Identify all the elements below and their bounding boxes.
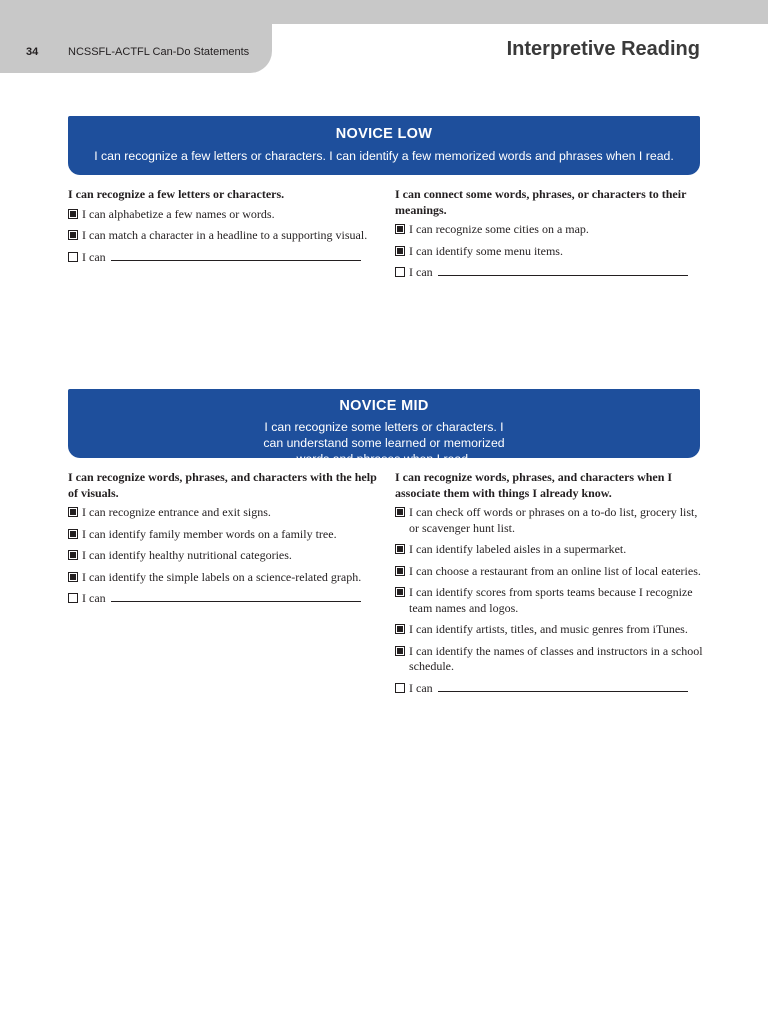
checklist-item-text: I can recognize some cities on a map.	[409, 222, 589, 236]
checklist-item-text: I can identify the names of classes and instructors in a school schedule.	[409, 643, 703, 673]
checklist-item	[68, 250, 370, 266]
checklist-item-text: I can choose a restaurant from an online list of local eateries.	[409, 563, 701, 578]
checklist-item	[68, 591, 378, 607]
checklist-item	[68, 548, 378, 564]
novice-low-banner	[68, 116, 700, 175]
novice-mid-description: I can recognize some letters or characters. I can understand some learned or memorized words and phrases when I read.	[263, 420, 505, 466]
checked-checkbox[interactable]	[68, 550, 78, 560]
checklist-item-text: I can identify the simple labels on a science-related graph.	[82, 569, 362, 584]
novice-low-description: I can recognize a few letters or characters. I can identify a few memorized words and phrases when I read.	[94, 149, 674, 163]
write-in-blank[interactable]	[438, 681, 688, 692]
checked-checkbox[interactable]	[395, 224, 405, 234]
checklist-item-text: I can recognize entrance and exit signs.	[82, 505, 271, 519]
checklist-item	[395, 622, 705, 638]
novice-mid-right-column	[395, 470, 705, 702]
checked-checkbox[interactable]	[68, 529, 78, 539]
checklist-item-text: I can alphabetize a few names or words.	[82, 206, 275, 221]
checklist-item	[395, 564, 705, 580]
write-in-blank[interactable]	[111, 591, 361, 602]
checklist-item-text: I can	[82, 249, 106, 264]
novice-mid-left-column	[68, 470, 378, 613]
novice-low-title: NOVICE LOW	[335, 126, 433, 142]
checked-checkbox[interactable]	[68, 572, 78, 582]
checklist-item-text: I can identify some menu items.	[409, 243, 563, 258]
checked-checkbox[interactable]	[395, 507, 405, 517]
checklist-item-text: I can identify labeled aisles in a supermarket.	[409, 542, 627, 556]
checked-checkbox[interactable]	[395, 544, 405, 554]
checked-checkbox[interactable]	[68, 507, 78, 517]
write-in-blank[interactable]	[111, 250, 361, 261]
novice-mid-banner	[68, 389, 700, 466]
checklist-item	[395, 265, 697, 281]
page-number: 34	[26, 46, 39, 58]
checklist-item-text: I can check off words or phrases on a to-do list, grocery list, or scavenger hunt list.	[409, 505, 698, 535]
section-title: Interpretive Reading	[506, 38, 700, 60]
empty-checkbox[interactable]	[68, 593, 78, 603]
empty-checkbox[interactable]	[395, 267, 405, 277]
checklist-heading: I can recognize a few letters or characters.	[68, 187, 285, 201]
novice-low-right-column	[395, 187, 697, 287]
checked-checkbox[interactable]	[395, 246, 405, 256]
checklist-item	[395, 222, 697, 238]
checked-checkbox[interactable]	[395, 587, 405, 597]
checklist-item-text: I can	[409, 680, 433, 695]
checklist-item	[68, 527, 378, 543]
header-band	[0, 0, 768, 24]
checklist-item	[68, 570, 378, 586]
checklist-item	[395, 644, 705, 675]
novice-mid-title: NOVICE MID	[339, 398, 429, 414]
checklist-item-text: I can identify family member words on a family tree.	[82, 526, 337, 541]
empty-checkbox[interactable]	[68, 252, 78, 262]
checklist-item	[395, 585, 705, 616]
checklist-item	[68, 228, 370, 244]
checklist-item-text: I can identify artists, titles, and music genres from iTunes.	[409, 622, 688, 636]
checklist-item	[68, 207, 370, 223]
checklist-item	[395, 244, 697, 260]
checklist-item-text: I can identify healthy nutritional categories.	[82, 548, 292, 562]
checklist-heading: I can recognize words, phrases, and characters with the help of visuals.	[68, 470, 377, 500]
checklist-item-text: I can	[82, 591, 106, 605]
checklist-item-text: I can identify scores from sports teams because I recognize team names and logos.	[409, 585, 693, 615]
novice-low-left-column	[68, 187, 370, 271]
checklist-item	[395, 542, 705, 558]
document-title: NCSSFL-ACTFL Can-Do Statements	[68, 46, 250, 58]
checklist-item	[395, 681, 705, 697]
checklist-item-text: I can	[409, 265, 433, 279]
checked-checkbox[interactable]	[395, 566, 405, 576]
checklist-item	[395, 505, 705, 536]
empty-checkbox[interactable]	[395, 683, 405, 693]
checklist-item	[68, 505, 378, 521]
checklist-item-text: I can match a character in a headline to a supporting visual.	[82, 228, 368, 242]
checked-checkbox[interactable]	[395, 646, 405, 656]
checklist-heading: I can recognize words, phrases, and characters when I associate them with things I already know.	[395, 470, 673, 500]
write-in-blank[interactable]	[438, 265, 688, 276]
checked-checkbox[interactable]	[395, 624, 405, 634]
checklist-heading: I can connect some words, phrases, or characters to their meanings.	[395, 187, 687, 217]
checked-checkbox[interactable]	[68, 230, 78, 240]
checked-checkbox[interactable]	[68, 209, 78, 219]
